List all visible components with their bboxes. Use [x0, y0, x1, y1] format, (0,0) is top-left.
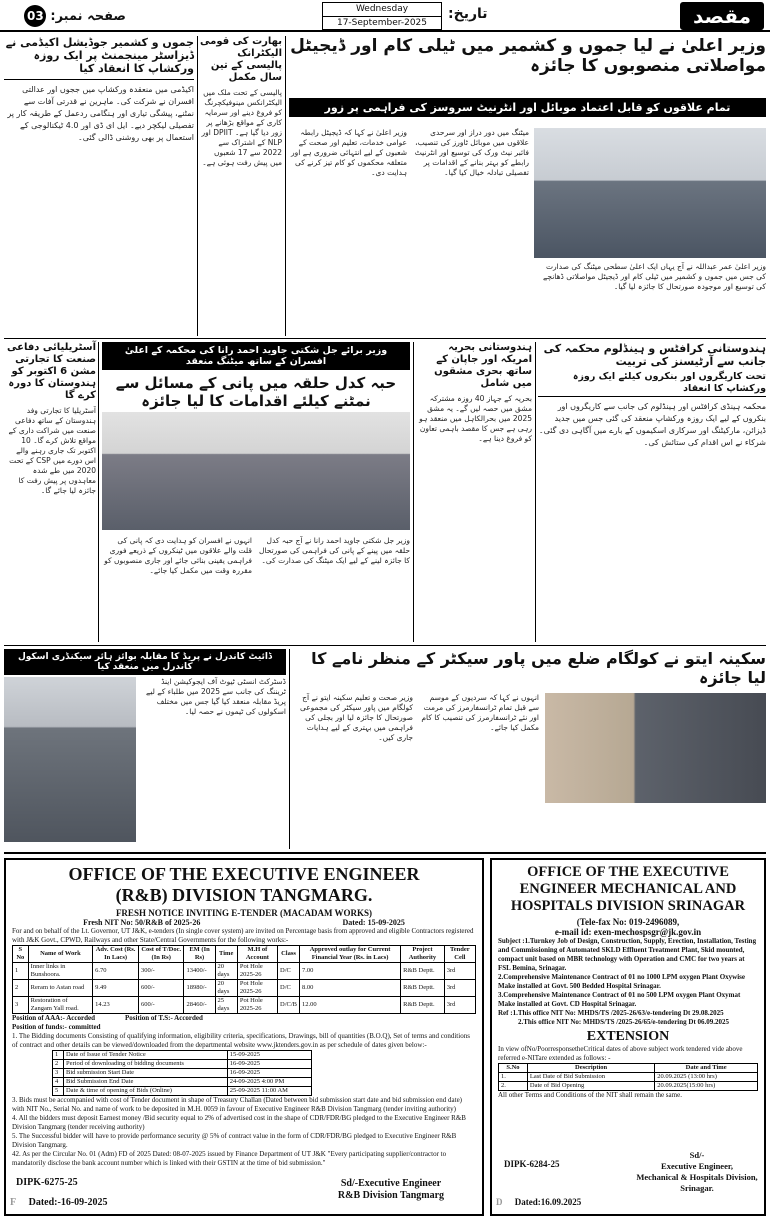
table-cell: 20 days	[215, 980, 237, 997]
table-cell: Date of Bid Opening	[527, 1082, 654, 1091]
bottom-story-power-body-1: وزیر صحت و تعلیم سکینہ ایتو نے آج کولگام میں پاور سیکٹر کی مجموعی صورتحال کا جائزہ لیا اور بجلی کی فراہمی میں بہتری کے لیے ہدایات جاری کیں۔	[299, 693, 413, 742]
col-header: Date and Time	[655, 1064, 758, 1073]
mid-main-body-1: وزیر جل شکتی جاوید احمد رانا نے آج حبہ کدل حلقہ میں پینے کے پانی کی فراہمی کی صورتحال کا جائزہ لینے کے لیے ایک میٹنگ کی صدارت کی۔	[258, 536, 410, 565]
ad-rnb-schedule-table	[52, 1050, 312, 1096]
table-cell: Last Date of Bid Submission	[527, 1073, 654, 1082]
ad-mhd-ref-1: Ref :1.This office NIT No: MHDS/TS /2025-26/63/e-tendering Dt 29.08.2025	[498, 1009, 724, 1017]
table-cell: R&B Deptt.	[401, 997, 445, 1014]
mid-left-story-body: محکمہ ہینڈی کرافٹس اور ہینڈلوم کی جانب سے کاریگروں اور بنکروں کے لیے ایک روزہ ورکشاپ منعقد کی گئی جس میں جدید ڈیزائن، مارکیٹنگ اور سرکاری اسکیموں کے بارے میں آگاہی دی گئی۔ شرکاء نے اس اقدام کی ستائش کی۔	[538, 402, 766, 448]
ad-mhd-sign-1: Executive Engineer,	[661, 1161, 733, 1171]
ad-rnb-footer	[10, 1198, 107, 1207]
mid-story-navy-headline: ہندوستانی بحریہ امریکہ اور جاپان کے ساتھ بحری مشقوں میں شامل	[434, 342, 532, 389]
ad-mhd-tel: (Tele-fax No: 019-2496089,	[576, 917, 680, 927]
ad-mhd-sign	[632, 1150, 762, 1194]
table-cell: 12.00	[299, 997, 400, 1014]
table-cell: 6.70	[93, 963, 139, 980]
col-header: EM (In Rs)	[184, 946, 215, 963]
ad-mhd-item-2: 2.Comprehensive Maintenance Contract of 01 no 1000 LPM oxygen Plant Oxywise Make installed at Govt. 500 Bedded Hospital Srinagar.	[498, 973, 745, 990]
table-cell: Inner links in Bunshoora.	[28, 963, 93, 980]
table-cell: 20.09.2025(15:00 hrs)	[655, 1082, 758, 1091]
date-box	[322, 2, 442, 30]
table-cell: 7.00	[299, 963, 400, 980]
col-header: S.No	[499, 1064, 528, 1073]
ad-rnb-dipk: DIPK-6275-25	[16, 1177, 78, 1188]
page-number: 03	[24, 5, 46, 27]
table-cell: 9.49	[93, 980, 139, 997]
col-header: Project Authority	[401, 946, 445, 963]
table-cell: Reram to Astan road	[28, 980, 93, 997]
ad-rnb-sign-2: R&B Division Tangmarg	[337, 1190, 445, 1201]
section-rule	[4, 852, 766, 854]
col-header: S No	[13, 946, 29, 963]
date-text: 17-September-2025	[336, 18, 428, 28]
col-header: Tender Cell	[444, 946, 475, 963]
table-cell: 24-09-2025 4:00 PM	[227, 1078, 311, 1087]
bottom-story-diet	[4, 649, 286, 849]
top-story-subhead: تمام علاقوں کو قابل اعتماد موبائل اور انٹرنیٹ سروسز کی فراہمی پر زور	[289, 98, 766, 117]
side-story-electronics-headline: بھارت کی قومی الیکٹرانک پالیسی کے تین سال مکمل	[200, 36, 282, 83]
table-row	[499, 1082, 758, 1091]
col-header: M.H of Account	[237, 946, 277, 963]
ad-rnb-intro: For and on behalf of the Lt. Governor, UT J&K, e-tenders (In single cover system) are invited on Percentage basis from approved and eligible Contractors registered with J&K Govt., CPWD, Railways and other State/Central Governments for the following works:-	[12, 927, 474, 944]
table-cell: 1	[13, 963, 29, 980]
bottom-story-power-headline: سکینہ ایتو نے کولگام ضلع میں پاور سیکٹر کے منظر نامے کا لیا جائزہ	[311, 649, 766, 688]
col-header: Description	[527, 1064, 654, 1073]
side-story-electronics-body: پالیسی کے تحت ملک میں الیکٹرانکس مینوفیکچرنگ کو فروغ دینے اور سرمایہ کاری کے مواقع بڑھانے پر زور دیا گیا ہے۔ DPIIT اور NLP کے اشتراک سے 2022 سے 17 شعبوں میں پیش رفت ہوئی ہے۔	[201, 88, 282, 167]
page-header	[0, 0, 770, 32]
table-row	[53, 1069, 312, 1078]
ad-mhd-sign-2: Mechanical & Hospitals Division,	[636, 1172, 758, 1182]
table-cell: 16-09-2025	[227, 1060, 311, 1069]
table-cell: Bid submission Start Date	[63, 1069, 227, 1078]
column-rule	[197, 36, 198, 336]
col-header: Class	[278, 946, 300, 963]
ad-mhd-extension-title: EXTENSION	[586, 1029, 670, 1044]
ad-mhd-subject: Subject :1.Turnkey Job of Design, Construction, Supply, Erection, Installation, Testing and Commissioning of Automated SKLD Effluent Treatment Plant, Skid mounted, compact unit based on MBR technology with Operation and CMC for two years at FSL Bemina, Srinagar.	[498, 937, 757, 972]
table-cell: Pot Hole 2025-26	[237, 997, 277, 1014]
column-rule	[289, 649, 290, 849]
mid-main-photo	[102, 412, 410, 530]
side-story-judicial-body: اکیڈمی میں منعقدہ ورکشاپ میں ججوں اور عدالتی افسران نے شرکت کی۔ ماہرین نے قدرتی آفات سے نمٹنے، پیشگی تیاری اور ہنگامی ردعمل کے طریقہ کار پر تفصیلی لیکچر دیے۔ ایل ای ڈی اور 4.0 ٹیکنالوجی کے استعمال پر بھی روشنی ڈالی گئی۔	[7, 84, 194, 142]
mid-left-story-headline: ہندوستانی کرافٹس و ہینڈلوم محکمہ کی جانب سے آرٹیسنز کی تربیت	[543, 342, 766, 369]
ad-rnb-point-3: 3. Bids must be accompanied with cost of Tender document in shape of Treasury Challan (Dated between bid submission start date and bid submission end date) with NIT No., Serial No. and name of work to be deposited in M.H. 0059 in favour of Executive Engineer R&B Division Tangmarg (tender inviting authority)	[12, 1096, 463, 1113]
table-cell: 1	[53, 1051, 64, 1060]
table-cell: 2	[13, 980, 29, 997]
ad-mhd-extension-intro: In view ofNo/PoorresponsetheCritical dates of above subject work tendered vide above referred e-NITare extended as follows: -	[498, 1045, 743, 1062]
ad-rnb-footer-dated: Dated:-16-09-2025	[28, 1197, 108, 1208]
ad-mhd-extension-note: All other Terms and Conditions of the NIT shall remain the same.	[498, 1091, 682, 1099]
ad-rnb-works-header	[13, 946, 476, 963]
ad-mhd-corner: D	[496, 1197, 503, 1207]
mid-main-headline: حبہ کدل حلقہ میں پانی کے مسائل سے نمٹنے کیلئے اقدامات کا لیا جائزہ	[115, 374, 397, 410]
table-cell: Date of Issue of Tender Notice	[63, 1051, 227, 1060]
table-cell: 600/-	[138, 980, 184, 997]
mid-right-story-body: آسٹریلیا کا تجارتی وفد ہندوستان کے ساتھ دفاعی صنعت میں شراکت داری کے مواقع تلاش کرے گا۔ 10 اکتوبر تک جاری رہنے والے اس دورے میں CSP کے تحت 2020 میں طے شدہ معاہدوں پر پیش رفت کا جائزہ لیا جائے گا۔	[8, 406, 96, 495]
ad-rnb-sign	[306, 1178, 476, 1202]
mid-story-navy-body: بحریہ کے جہاز 40 روزہ مشترکہ مشق میں حصہ لیں گے۔ یہ مشق 2025 میں بحرالکاہل میں منعقد ہو رہی ہے جس کا مقصد باہمی تعاون کو فروغ دینا ہے۔	[419, 394, 532, 443]
mid-story-navy	[416, 342, 532, 642]
table-cell: 3	[53, 1069, 64, 1078]
ad-rnb-sign-1: Sd/-Executive Engineer	[340, 1178, 442, 1189]
table-cell: Date & time of opening of Bids (Online)	[63, 1087, 227, 1096]
page-label: صفحہ نمبر:	[50, 8, 126, 24]
ad-mhd-item-3: 3.Comprehensive Maintenance Contract of 01 no 500 LPM oxygen Plant Oxymat Make installed at Govt. CD Hospital Srinagar.	[498, 991, 741, 1008]
table-cell: 2	[53, 1060, 64, 1069]
top-story-headline: وزیر اعلیٰ نے لیا جموں و کشمیر میں ٹیلی کام اور ڈیجیٹل مواصلاتی منصوبوں کا جائزہ	[290, 36, 766, 77]
table-cell: 5	[53, 1087, 64, 1096]
table-cell: 8.00	[299, 980, 400, 997]
ad-rnb-point-4: 4. All the bidders must deposit Earnest money /Bid security equal to 2% of advertised cost in the shape of CDR/FDR/BG pledged to the Executive Engineer R&B Division Tangmarg (tender receiving authority)	[12, 1114, 466, 1131]
ad-rnb-works-table	[12, 945, 476, 1014]
top-story	[289, 36, 766, 336]
table-cell: 2.	[499, 1082, 528, 1091]
ad-mhd-email: e-mail id: exen-mechospsgr@jk.gov.in	[554, 927, 702, 937]
ad-mhd-extension-table	[498, 1063, 758, 1091]
ad-mhd-title: OFFICE OF THE EXECUTIVE ENGINEER MECHANICAL AND HOSPITALS DIVISION SRINAGAR	[510, 864, 746, 914]
table-cell: 25 days	[215, 997, 237, 1014]
col-header: Time	[215, 946, 237, 963]
bottom-story-power	[293, 649, 766, 849]
table-cell: 3rd	[444, 963, 475, 980]
bottom-story-power-photo	[545, 693, 766, 803]
column-rule	[98, 342, 99, 642]
table-cell: Restoration of Zangam Yall road.	[28, 997, 93, 1014]
table-row	[13, 997, 476, 1014]
table-cell: 3rd	[444, 997, 475, 1014]
side-story-judicial	[4, 36, 194, 336]
ad-rnb-point-42: 42. As per the Circular No. 01 (Adm) FD of 2025 Dated: 08-07-2025 issued by Finance Department of UT J&K "Every participating supplier/contractor to mandatorily disclose the bank account number which is linked with their GSTIN at the time of bid submission."	[12, 1150, 447, 1167]
ad-rnb-subtitle: FRESH NOTICE INVITING E-TENDER (MACADAM WORKS)	[115, 908, 373, 918]
col-header: Cost of T/Doc. (In Rs)	[138, 946, 184, 963]
mid-left-story-subhead: تحت کاریگروں اور بنکروں کیلئے ایک روزہ ورکشاپ کا انعقاد	[538, 371, 766, 397]
tender-ad-mhd	[490, 858, 766, 1216]
bottom-story-diet-body: ڈسٹرکٹ انسٹی ٹیوٹ آف ایجوکیشن اینڈ ٹریننگ کی جانب سے 2025 میں طلباء کے لیے پریڈ مقابلہ منعقد کیا گیا جس میں مختلف اسکولوں کی ٹیموں نے حصہ لیا۔	[145, 677, 286, 716]
col-header: Name of Work	[28, 946, 93, 963]
table-row	[13, 980, 476, 997]
tender-ad-rnb	[4, 858, 484, 1216]
day-text: Wednesday	[323, 3, 441, 17]
column-rule	[535, 342, 536, 642]
side-story-judicial-headline: جموں و کشمیر جوڈیشل اکیڈمی نے ڈیزاسٹر مینجمنٹ پر ایک روزہ ورکشاپ کا انعقاد کیا	[4, 36, 194, 80]
ad-rnb-title-1: OFFICE OF THE EXECUTIVE ENGINEER	[68, 864, 420, 884]
mid-main-story	[102, 342, 410, 642]
table-cell: Period of downloading of bidding documents	[63, 1060, 227, 1069]
table-cell: 600/-	[138, 997, 184, 1014]
bottom-story-diet-photo	[4, 677, 136, 842]
table-cell: Pot Hole 2025-26	[237, 963, 277, 980]
table-row	[53, 1051, 312, 1060]
mid-main-body-2: انہوں نے افسران کو ہدایت دی کہ پانی کی قلت والے علاقوں میں ٹینکروں کے ذریعے فوری فراہمی یقینی بنائی جائے اور جاری منصوبوں کو مقررہ وقت میں مکمل کیا جائے۔	[104, 536, 252, 575]
side-story-electronics	[200, 36, 282, 336]
ad-mhd-sign-sd: Sd/-	[689, 1150, 705, 1160]
top-story-body-2: میٹنگ میں دور دراز اور سرحدی علاقوں میں موبائل ٹاورز کی تنصیب، فائبر نیٹ ورک کی توسیع اور انٹرنیٹ رابطے کو بہتر بنانے کے اقدامات پر تفصیلی تبادلہ خیال کیا گیا۔	[414, 128, 529, 177]
table-row	[53, 1060, 312, 1069]
mid-right-story-headline: آسٹریلیائی دفاعی صنعت کا تجارتی مشن 6 اکتوبر کو ہندوستان کا دورہ کرے گا	[7, 342, 96, 401]
table-cell: 14.23	[93, 997, 139, 1014]
table-cell: Bid Submission End Date	[63, 1078, 227, 1087]
top-story-photo	[534, 128, 766, 258]
column-rule	[413, 342, 414, 642]
table-row	[13, 963, 476, 980]
mid-main-kicker: وزیر برائے جل شکتی جاوید احمد رانا کی محکمہ کے اعلیٰ افسران کے ساتھ میٹنگ منعقد	[102, 342, 410, 370]
ad-mhd-sign-3: Srinagar.	[680, 1183, 714, 1193]
table-cell: 300/-	[138, 963, 184, 980]
table-cell: 20.09.2025 (13:00 hrs)	[655, 1073, 758, 1082]
tarikh-label: تاریخ:	[448, 6, 488, 22]
table-cell: D/C	[278, 963, 300, 980]
table-cell: 25-09-2025 11:00 AM	[227, 1087, 311, 1096]
table-row	[53, 1078, 312, 1087]
table-cell: 3	[13, 997, 29, 1014]
section-rule	[4, 645, 766, 646]
col-header: Adv. Cost (Rs. In Lacs)	[93, 946, 139, 963]
column-rule	[285, 36, 286, 336]
table-cell: 1.	[499, 1073, 528, 1082]
ad-rnb-ts: Position of T.S:- Accorded	[125, 1014, 203, 1022]
table-cell: Pot Hole 2025-26	[237, 980, 277, 997]
table-row	[53, 1087, 312, 1096]
ad-rnb-aaa: Position of AAA:- Accorded	[12, 1014, 96, 1022]
ad-mhd-ref-2: 2.This office NIT No: MHDS/TS /2025-26/65/e-tendering Dt 06.09.2025	[518, 1018, 730, 1026]
table-cell: 20 days	[215, 963, 237, 980]
col-header: Approved outlay for Current Financial Year (Rs. in Lacs)	[299, 946, 400, 963]
table-cell: R&B Deptt.	[401, 963, 445, 980]
ad-rnb-corner: F	[10, 1197, 17, 1208]
table-cell: 15-09-2025	[227, 1051, 311, 1060]
table-cell: 18980/-	[184, 980, 215, 997]
table-cell: 3rd	[444, 980, 475, 997]
top-story-body-3: وزیر اعلیٰ نے کہا کہ ڈیجیٹل رابطہ عوامی خدمات، تعلیم اور صحت کے شعبوں کے لیے انتہائی ضروری ہے اور متعلقہ محکموں کو کام تیز کرنے کی ہدایت دی۔	[291, 128, 407, 177]
table-row	[499, 1073, 758, 1082]
table-cell: R&B Deptt.	[401, 980, 445, 997]
table-cell: 28460/-	[184, 997, 215, 1014]
ad-rnb-point-1: 1. The Bidding documents Consisting of qualifying information, eligibility criteria, specifications, Drawings, bill of quantities (B.O.Q), Set of terms and conditions of contract and other details can be viewed/downloaded from the departmental website www.jktenders.gov.in as per schedule of dates given below:-	[12, 1032, 470, 1049]
mid-right-story	[4, 342, 96, 642]
table-cell: D/C/B	[278, 997, 300, 1014]
bottom-story-power-body-2: انہوں نے کہا کہ سردیوں کے موسم سے قبل تمام ٹرانسفارمرز کی مرمت اور نئے ٹرانسفارمرز کی تنصیب کا کام مکمل کیا جائے۔	[421, 693, 539, 732]
table-cell: D/C	[278, 980, 300, 997]
bottom-story-diet-headline: ڈائیٹ کاندرل نے پریڈ کا مقابلہ بوائز ہائر سیکنڈری اسکول کاندرل میں منعقد کیا	[4, 649, 286, 675]
table-cell: 4	[53, 1078, 64, 1087]
ad-rnb-dated: Dated: 15-09-2025	[342, 918, 405, 927]
ad-mhd-dipk: DIPK-6284-25	[504, 1159, 560, 1169]
ad-mhd-dated: Dated:16.09.2025	[514, 1197, 582, 1207]
newspaper-logo: مقصد	[680, 2, 764, 30]
section-rule	[4, 338, 766, 339]
top-story-body-1: وزیر اعلیٰ عمر عبداللہ نے آج یہاں ایک اعلیٰ سطحی میٹنگ کی صدارت کی جس میں جموں و کشمیر میں ٹیلی کام اور ڈیجیٹل مواصلاتی ڈھانچے کی توسیع اور موجودہ صورتحال کا جائزہ لیا گیا۔	[542, 262, 766, 291]
ad-rnb-point-5: 5. The Successful bidder will have to provide performance security @ 5% of contract value in the form of CDR/FDR/BG pledged to Executive Engineer R&B Division Tangmarg.	[12, 1132, 457, 1149]
table-cell: 16-09-2025	[227, 1069, 311, 1078]
table-cell: 13400/-	[184, 963, 215, 980]
ad-rnb-nit: Fresh NIT No: 50/R&B of 2025-26	[83, 918, 201, 927]
mid-left-story	[538, 342, 766, 642]
table-row	[499, 1064, 758, 1073]
ad-mhd-footer	[496, 1198, 581, 1207]
ad-rnb-positions	[12, 1014, 476, 1023]
ad-rnb-funds: Position of funds:- committed	[12, 1023, 101, 1031]
ad-rnb-title-2: (R&B) DIVISION TANGMARG.	[115, 885, 373, 905]
page-number-box	[6, 4, 126, 28]
